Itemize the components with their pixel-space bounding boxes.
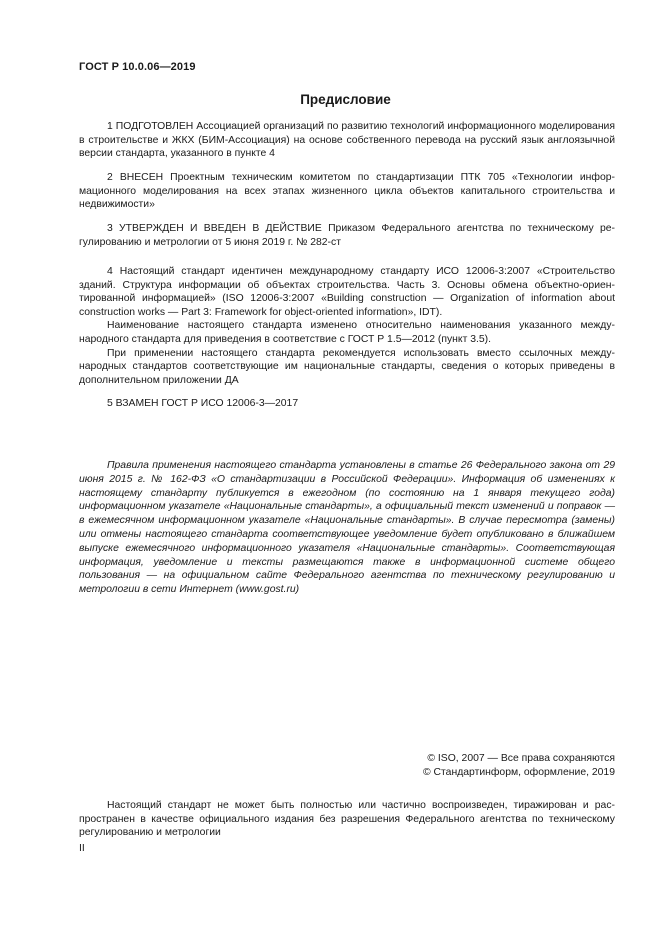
copyright-standartinform: © Стандартинформ, оформление, 2019 bbox=[422, 767, 615, 779]
item-4 bbox=[79, 265, 615, 387]
reproduction-notice: Настоящий стандарт не может быть полностью или частично воспроизведен, тиражирован и распространен в качестве официального издания без разрешения Федерального агентства по техническому регулированию и метрологии bbox=[79, 800, 615, 839]
rules-notice: Правила применения настоящего стандарта установлены в статье 26 Федерального закона от 29 июня 2015 г. № 162-ФЗ «О стандартизации в Российской Федерации». Информация об изменениях к настоящему стандарту публикуется в ежегодном (по состоянию на 1 января текущего года) информационном указателе «Национальные стандарты», а официальный текст изменений и поправок — в ежемесячном информационном указателе «Национальные стандарты». В случае пересмотра (замены) или отмены настоящего стандарта соответствующее уведомление будет опубликовано в ближайшем выпуске ежемесячного информационного указателя «Национальные стандарты». Соответствующая информация, уведомление и тексты размещаются также в информационной системе общего пользования — на официальном сайте Федерального агентства по техническому регулированию и метрологии в сети Интернет (www.gost.ru) bbox=[79, 460, 615, 596]
item-1-text: 1 ПОДГОТОВЛЕН Ассоциацией организаций по развитию технологий информационного моделирования в строительстве и ЖКХ (БИМ-Ассоциация) на основе собственного перевода на русский язык англоязычной версии стандарта, указанного в пункте 4 bbox=[79, 121, 615, 160]
item-4-text: 4 Настоящий стандарт идентичен международному стандарту ИСО 12006-3:2007 «Строительство зданий. Структура информации об объектах строительства. Часть 3. Основы обмена объектно-ориентированной информацией» (ISO 12006-3:2007 «Building construction — Organization of information about construction works — Part 3: Framework for object-oriented information», IDT). bbox=[79, 266, 615, 318]
copyright-iso: © ISO, 2007 — Все права сохраняются bbox=[427, 753, 615, 764]
document-code: ГОСТ Р 10.0.06—2019 bbox=[79, 61, 196, 73]
item-5-text: 5 ВЗАМЕН ГОСТ Р ИСО 12006-3—2017 bbox=[107, 398, 299, 409]
item-2-text: 2 ВНЕСЕН Проектным техническим комитетом по стандартизации ПТК 705 «Технологии информационного моделирования на всех этапах жизненного цикла объектов капитального строительства и недвижимости» bbox=[79, 172, 615, 211]
item-5 bbox=[79, 397, 615, 411]
item-4-usage-note: При применении настоящего стандарта рекомендуется использовать вместо ссылочных международных стандартов соответствующие им национальные стандарты, сведения о которых приведены в дополнительном приложении ДА bbox=[79, 347, 615, 386]
page-number: II bbox=[79, 843, 85, 854]
copyright-block bbox=[423, 752, 615, 781]
item-3-text: 3 УТВЕРЖДЕН И ВВЕДЕН В ДЕЙСТВИЕ Приказом Федерального агентства по техническому регулированию и метрологии от 5 июня 2019 г. № 282-ст bbox=[79, 223, 615, 248]
item-4-rename-note: Наименование настоящего стандарта изменено относительно наименования указанного международного стандарта для приведения в соответствие с ГОСТ Р 1.5—2012 (пункт 3.5). bbox=[79, 320, 615, 345]
item-3 bbox=[79, 222, 615, 249]
item-2 bbox=[79, 171, 615, 212]
page-title: Предисловие bbox=[300, 92, 391, 107]
item-1 bbox=[79, 120, 615, 161]
